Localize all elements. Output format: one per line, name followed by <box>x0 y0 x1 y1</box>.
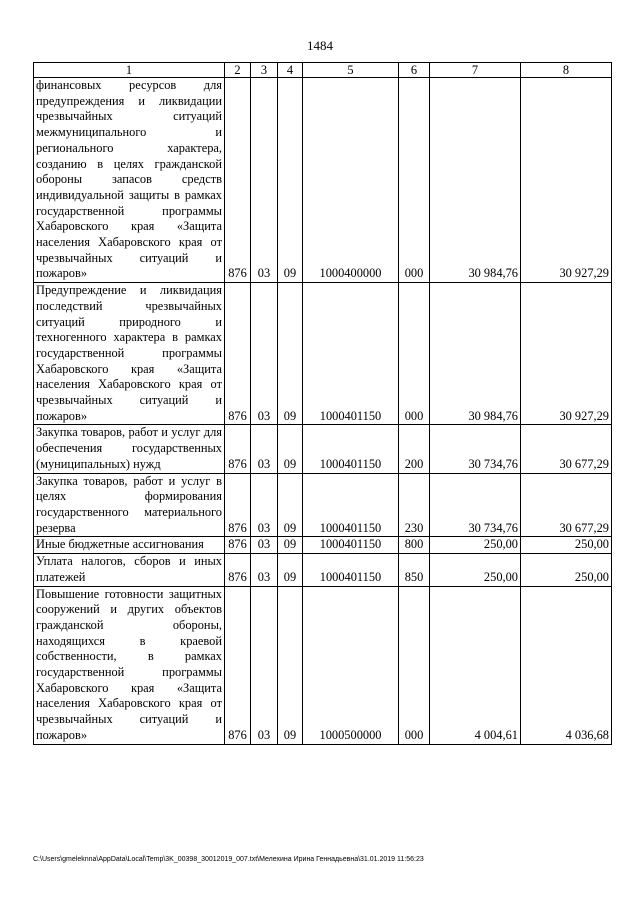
col-header: 3 <box>251 63 278 78</box>
row-sum-2020: 30 927,29 <box>521 78 612 283</box>
col-header: 2 <box>225 63 251 78</box>
row-gr: 876 <box>225 473 251 537</box>
row-vr: 800 <box>399 537 430 554</box>
row-pr: 09 <box>278 554 303 586</box>
row-name: Предупреждение и ликвидация последствий чрезвычайных ситуаций природного и техногенного характера в рамках государственной программы Хабаровского края «Защита населения Хабаровского края от чрезвычайных ситуаций и пожаров» <box>34 283 225 425</box>
row-gr: 876 <box>225 586 251 744</box>
row-gr: 876 <box>225 283 251 425</box>
row-name: Иные бюджетные ассигнования <box>34 537 225 554</box>
row-pr: 09 <box>278 425 303 473</box>
row-name: Закупка товаров, работ и услуг в целях формирования государственного материального резерва <box>34 473 225 537</box>
row-sum-2019: 30 734,76 <box>430 473 521 537</box>
row-rz: 03 <box>251 283 278 425</box>
row-name: Уплата налогов, сборов и иных платежей <box>34 554 225 586</box>
row-sum-2020: 30 927,29 <box>521 283 612 425</box>
row-vr: 000 <box>399 78 430 283</box>
table-row <box>34 554 612 586</box>
row-pr: 09 <box>278 283 303 425</box>
table-row <box>34 586 612 744</box>
page-number: 1484 <box>307 38 333 53</box>
row-csr: 1000401150 <box>303 554 399 586</box>
row-pr: 09 <box>278 537 303 554</box>
col-header: 8 <box>521 63 612 78</box>
col-header: 1 <box>34 63 225 78</box>
col-header: 5 <box>303 63 399 78</box>
row-sum-2019: 250,00 <box>430 554 521 586</box>
row-sum-2019: 30 734,76 <box>430 425 521 473</box>
row-vr: 000 <box>399 586 430 744</box>
row-rz: 03 <box>251 473 278 537</box>
row-vr: 000 <box>399 283 430 425</box>
table-row <box>34 473 612 537</box>
table-row <box>34 283 612 425</box>
row-gr: 876 <box>225 425 251 473</box>
row-gr: 876 <box>225 537 251 554</box>
row-csr: 1000400000 <box>303 78 399 283</box>
row-name: финансовых ресурсов для предупреждения и ликвидации чрезвычайных ситуаций межмуниципального и регионального характера, созданию в целях гражданской обороны запасов средств индивидуальной защиты в рамках государственной программы Хабаровского края «Защита населения Хабаровского края от чрезвычайных ситуаций и пожаров» <box>34 78 225 283</box>
table-row <box>34 425 612 473</box>
col-header: 6 <box>399 63 430 78</box>
row-vr: 200 <box>399 425 430 473</box>
row-gr: 876 <box>225 78 251 283</box>
row-sum-2020: 250,00 <box>521 537 612 554</box>
row-csr: 1000401150 <box>303 473 399 537</box>
row-sum-2020: 30 677,29 <box>521 425 612 473</box>
row-vr: 850 <box>399 554 430 586</box>
table-row <box>34 78 612 283</box>
header-row <box>34 63 612 78</box>
row-name: Повышение готовности защитных сооружений и других объектов гражданской обороны, находящихся в краевой собственности, в рамках государственной программы Хабаровского края «Защита населения Хабаровского края от чрезвычайных ситуаций и пожаров» <box>34 586 225 744</box>
row-pr: 09 <box>278 473 303 537</box>
row-gr: 876 <box>225 554 251 586</box>
row-csr: 1000401150 <box>303 537 399 554</box>
row-sum-2020: 250,00 <box>521 554 612 586</box>
row-rz: 03 <box>251 425 278 473</box>
row-sum-2020: 30 677,29 <box>521 473 612 537</box>
row-vr: 230 <box>399 473 430 537</box>
col-header: 7 <box>430 63 521 78</box>
row-rz: 03 <box>251 537 278 554</box>
row-sum-2020: 4 036,68 <box>521 586 612 744</box>
row-sum-2019: 30 984,76 <box>430 78 521 283</box>
row-csr: 1000500000 <box>303 586 399 744</box>
row-sum-2019: 30 984,76 <box>430 283 521 425</box>
row-pr: 09 <box>278 586 303 744</box>
row-rz: 03 <box>251 554 278 586</box>
row-csr: 1000401150 <box>303 283 399 425</box>
row-pr: 09 <box>278 78 303 283</box>
col-header: 4 <box>278 63 303 78</box>
file-path-footer: C:\Users\gmeleknna\AppData\Local\Temp\3K_00398_30012019_007.txt\Мелехина Ирина Геннадьевна\31.01.2019 11:56:23 <box>33 856 424 863</box>
table-row <box>34 537 612 554</box>
row-rz: 03 <box>251 78 278 283</box>
row-name: Закупка товаров, работ и услуг для обеспечения государственных (муниципальных) нужд <box>34 425 225 473</box>
row-sum-2019: 250,00 <box>430 537 521 554</box>
row-csr: 1000401150 <box>303 425 399 473</box>
budget-table <box>33 62 612 745</box>
row-rz: 03 <box>251 586 278 744</box>
row-sum-2019: 4 004,61 <box>430 586 521 744</box>
